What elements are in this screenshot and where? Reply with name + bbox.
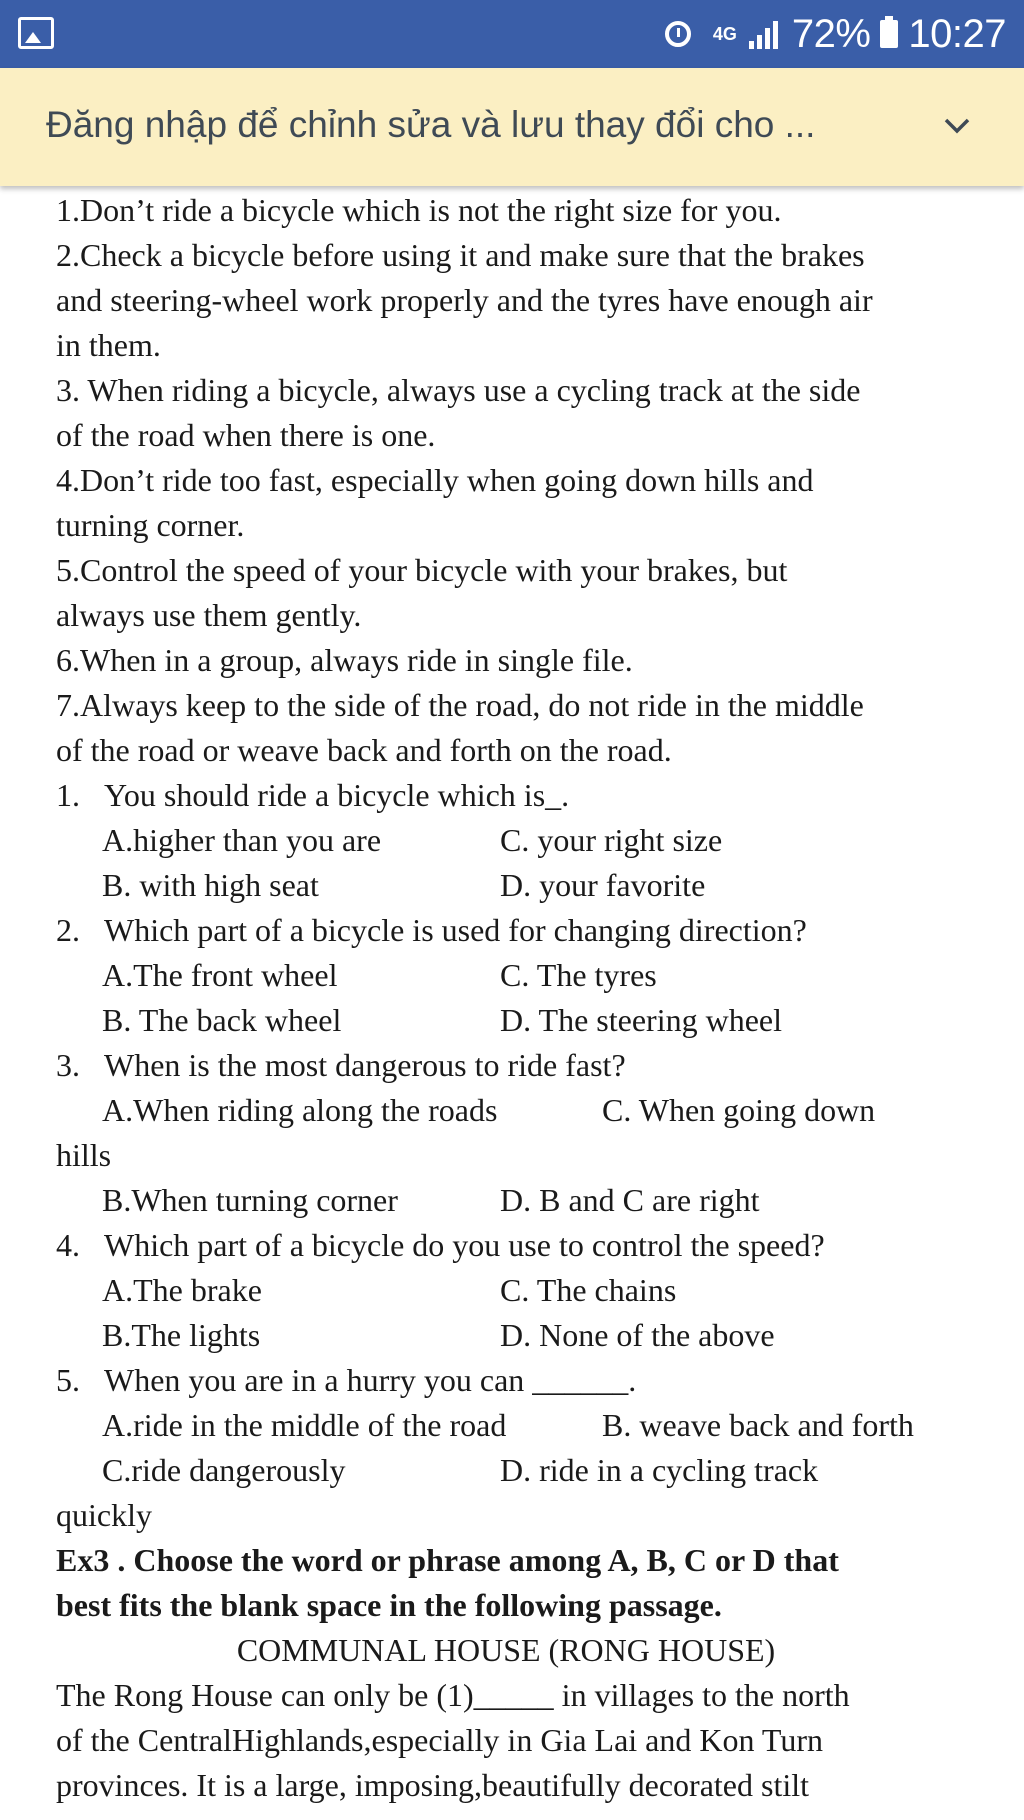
options-row <box>56 1313 996 1358</box>
rule-line: and steering-wheel work properly and the tyres have enough air <box>56 282 873 318</box>
option: A.ride in the middle of the road <box>102 1407 507 1443</box>
option: D. B and C are right <box>500 1182 760 1218</box>
option: B. The back wheel <box>102 1002 342 1038</box>
options-row <box>56 998 996 1043</box>
option: D. The steering wheel <box>500 1002 782 1038</box>
clock: 10:27 <box>908 11 1006 56</box>
option: D. your favorite <box>500 867 706 903</box>
option: A.higher than you are <box>102 822 382 858</box>
option-wrap-text: hills <box>56 1137 112 1173</box>
question-text: When is the most dangerous to ride fast? <box>104 1047 626 1083</box>
rule-line: 2.Check a bicycle before using it and make sure that the brakes <box>56 237 865 273</box>
options-row <box>56 1448 996 1493</box>
document-content <box>56 188 996 1808</box>
exercise-heading: Ex3 . Choose the word or phrase among A, B, C or D that <box>56 1542 839 1578</box>
rule-line: turning corner. <box>56 507 245 543</box>
option: C. your right size <box>500 822 723 858</box>
question-number: 1. <box>56 777 80 813</box>
question-text: Which part of a bicycle do you use to control the speed? <box>104 1227 825 1263</box>
rule-line: 7.Always keep to the side of the road, do not ride in the middle <box>56 687 864 723</box>
question <box>56 1223 996 1268</box>
exercise-heading: best fits the blank space in the following passage. <box>56 1587 722 1623</box>
rule-line: always use them gently. <box>56 597 362 633</box>
option: A.When riding along the roads <box>102 1092 498 1128</box>
option: C. The chains <box>500 1272 677 1308</box>
network-type-label: 4G <box>712 24 737 44</box>
options-row <box>56 1178 996 1223</box>
rule-line: 3. When riding a bicycle, always use a cycling track at the side <box>56 372 861 408</box>
sign-in-banner-text[interactable]: Đăng nhập để chỉnh sửa và lưu thay đổi cho ... <box>46 104 816 145</box>
question <box>56 1043 996 1088</box>
question-text: Which part of a bicycle is used for changing direction? <box>104 912 807 948</box>
option: A.The brake <box>102 1272 262 1308</box>
options-row <box>56 1268 996 1313</box>
option: B. with high seat <box>102 867 319 903</box>
option: B. weave back and forth <box>602 1407 914 1443</box>
rule-line: 5.Control the speed of your bicycle with your brakes, but <box>56 552 788 588</box>
options-row <box>56 1088 996 1133</box>
options-row <box>56 1403 996 1448</box>
option: D. None of the above <box>500 1317 775 1353</box>
options-row <box>56 953 996 998</box>
question <box>56 773 996 818</box>
options-row <box>56 863 996 908</box>
question-number: 5. <box>56 1362 80 1398</box>
option-wrap-text: quickly <box>56 1497 152 1533</box>
option: B.The lights <box>102 1317 261 1353</box>
rule-line: of the road or weave back and forth on the road. <box>56 732 672 768</box>
rule-line: 1.Don’t ride a bicycle which is not the right size for you. <box>56 192 782 228</box>
question <box>56 908 996 953</box>
question-number: 4. <box>56 1227 80 1263</box>
question-text: You should ride a bicycle which is_. <box>104 777 570 813</box>
status-bar <box>0 0 1024 68</box>
sign-in-banner[interactable] <box>0 68 1024 186</box>
rule-line: 4.Don’t ride too fast, especially when going down hills and <box>56 462 814 498</box>
option: C. When going down <box>602 1092 876 1128</box>
question-text: When you are in a hurry you can ______. <box>104 1362 637 1398</box>
options-row <box>56 818 996 863</box>
passage-line: provinces. It is a large, imposing,beautifully decorated stilt <box>56 1767 809 1803</box>
battery-icon <box>880 20 898 48</box>
option: D. ride in a cycling track <box>500 1452 819 1488</box>
passage-title: COMMUNAL HOUSE (RONG HOUSE) <box>236 1632 776 1668</box>
option: B.When turning corner <box>102 1182 398 1218</box>
passage-line: of the CentralHighlands,especially in Gia Lai and Kon Turn <box>56 1722 823 1758</box>
rule-line: in them. <box>56 327 161 363</box>
option: C. The tyres <box>500 957 657 993</box>
gallery-notification-icon <box>18 17 54 49</box>
passage-line: The Rong House can only be (1)_____ in villages to the north <box>56 1677 850 1713</box>
question-number: 3. <box>56 1047 80 1083</box>
option: A.The front wheel <box>102 957 338 993</box>
question <box>56 1358 996 1403</box>
question-number: 2. <box>56 912 80 948</box>
chevron-down-icon[interactable] <box>944 112 970 138</box>
option: C.ride dangerously <box>102 1452 346 1488</box>
battery-percentage: 72% <box>791 11 871 56</box>
signal-strength-icon <box>749 19 778 49</box>
rule-line: of the road when there is one. <box>56 417 436 453</box>
status-bar-right <box>665 0 1006 68</box>
alarm-icon <box>665 21 691 47</box>
rule-line: 6.When in a group, always ride in single file. <box>56 642 633 678</box>
